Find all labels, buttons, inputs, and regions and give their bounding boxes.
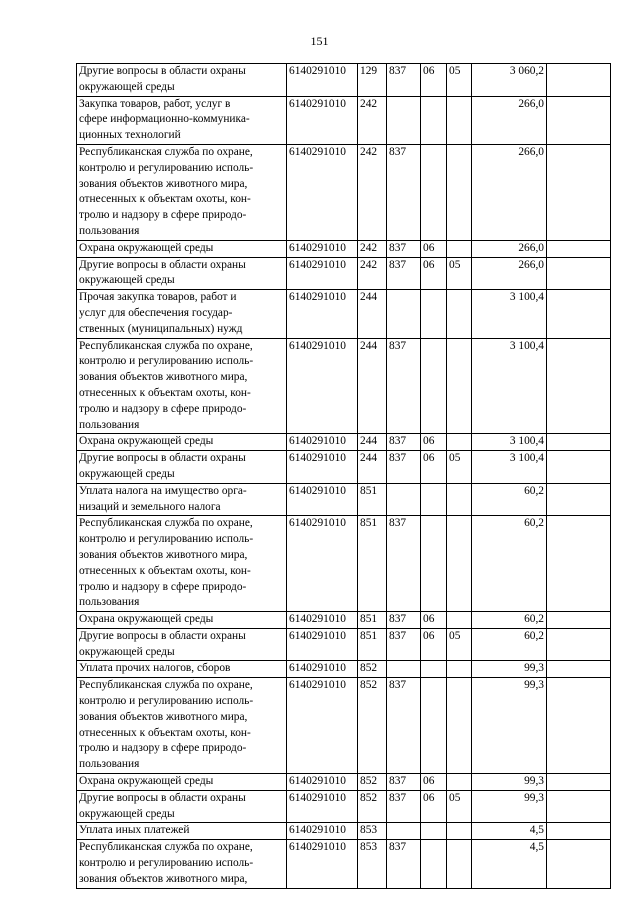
subsection-cell — [447, 144, 472, 240]
target-code-cell: 6140291010 — [287, 290, 358, 338]
empty-cell — [547, 338, 611, 434]
table-row — [77, 678, 611, 774]
item-name-line: Закупка товаров, работ, услуг в — [79, 97, 231, 110]
item-name-line: контролю и регулированию исполь- — [79, 355, 254, 368]
item-name-line: окружающей среды — [79, 274, 175, 287]
table-row — [77, 661, 611, 678]
budget-admin-cell: 837 — [387, 678, 421, 774]
expense-type-cell: 851 — [358, 628, 387, 661]
item-name-line: окружающей среды — [79, 80, 175, 93]
item-name-cell — [77, 628, 287, 661]
item-name-line: Другие вопросы в области охраны — [79, 452, 246, 465]
section-cell — [421, 840, 447, 888]
item-name-line: Республиканская служба по охране, — [79, 517, 253, 530]
section-cell: 06 — [421, 628, 447, 661]
table-row — [77, 240, 611, 257]
expense-type-cell: 853 — [358, 840, 387, 888]
empty-cell — [547, 144, 611, 240]
empty-cell — [547, 96, 611, 144]
section-cell — [421, 678, 447, 774]
target-code-cell: 6140291010 — [287, 64, 358, 97]
expense-type-cell: 242 — [358, 144, 387, 240]
item-name-line: окружающей среды — [79, 467, 175, 480]
section-cell: 06 — [421, 240, 447, 257]
budget-admin-cell — [387, 290, 421, 338]
budget-admin-cell: 837 — [387, 790, 421, 823]
item-name-line: отнесенных к объектам охоты, кон- — [79, 193, 251, 206]
subsection-cell — [447, 290, 472, 338]
amount-cell: 266,0 — [472, 240, 547, 257]
item-name-line: Республиканская служба по охране, — [79, 339, 253, 352]
table-row — [77, 612, 611, 629]
item-name-cell — [77, 661, 287, 678]
subsection-cell: 05 — [447, 628, 472, 661]
subsection-cell: 05 — [447, 451, 472, 484]
item-name-line: Охрана окружающей среды — [79, 775, 214, 788]
table-row — [77, 434, 611, 451]
target-code-cell: 6140291010 — [287, 790, 358, 823]
expense-type-cell: 244 — [358, 451, 387, 484]
item-name-line: Республиканская служба по охране, — [79, 679, 253, 692]
subsection-cell — [447, 338, 472, 434]
empty-cell — [547, 823, 611, 840]
budget-admin-cell — [387, 823, 421, 840]
subsection-cell — [447, 661, 472, 678]
budget-admin-cell — [387, 96, 421, 144]
empty-cell — [547, 774, 611, 791]
budget-admin-cell: 837 — [387, 257, 421, 290]
budget-admin-cell: 837 — [387, 451, 421, 484]
item-name-cell — [77, 434, 287, 451]
table-row — [77, 516, 611, 612]
item-name-line: тролю и надзору в сфере природо- — [79, 742, 247, 755]
target-code-cell: 6140291010 — [287, 257, 358, 290]
item-name-line: тролю и надзору в сфере природо- — [79, 209, 247, 222]
empty-cell — [547, 483, 611, 516]
target-code-cell: 6140291010 — [287, 144, 358, 240]
item-name-cell — [77, 257, 287, 290]
amount-cell: 266,0 — [472, 96, 547, 144]
budget-admin-cell — [387, 661, 421, 678]
item-name-line: Прочая закупка товаров, работ и — [79, 291, 237, 304]
target-code-cell: 6140291010 — [287, 516, 358, 612]
section-cell: 06 — [421, 790, 447, 823]
section-cell — [421, 144, 447, 240]
item-name-line: отнесенных к объектам охоты, кон- — [79, 564, 251, 577]
amount-cell: 4,5 — [472, 823, 547, 840]
target-code-cell: 6140291010 — [287, 240, 358, 257]
expense-type-cell: 851 — [358, 483, 387, 516]
target-code-cell: 6140291010 — [287, 338, 358, 434]
item-name-line: зования объектов животного мира, — [79, 548, 248, 561]
amount-cell: 60,2 — [472, 483, 547, 516]
budget-admin-cell: 837 — [387, 774, 421, 791]
item-name-line: зования объектов животного мира, — [79, 872, 248, 885]
item-name-cell — [77, 96, 287, 144]
expense-type-cell: 244 — [358, 290, 387, 338]
item-name-line: пользования — [79, 596, 140, 609]
expense-type-cell: 244 — [358, 338, 387, 434]
item-name-cell — [77, 612, 287, 629]
budget-admin-cell: 837 — [387, 434, 421, 451]
budget-table — [76, 63, 611, 889]
section-cell — [421, 338, 447, 434]
empty-cell — [547, 64, 611, 97]
item-name-line: ционных технологий — [79, 129, 181, 142]
item-name-line: услуг для обеспечения государ- — [79, 306, 233, 319]
item-name-cell — [77, 678, 287, 774]
amount-cell: 3 100,4 — [472, 434, 547, 451]
target-code-cell: 6140291010 — [287, 661, 358, 678]
amount-cell: 99,3 — [472, 774, 547, 791]
table-row — [77, 628, 611, 661]
amount-cell: 3 100,4 — [472, 451, 547, 484]
section-cell: 06 — [421, 612, 447, 629]
target-code-cell: 6140291010 — [287, 434, 358, 451]
amount-cell: 60,2 — [472, 612, 547, 629]
expense-type-cell: 852 — [358, 774, 387, 791]
section-cell: 06 — [421, 434, 447, 451]
expense-type-cell: 851 — [358, 612, 387, 629]
subsection-cell — [447, 240, 472, 257]
empty-cell — [547, 240, 611, 257]
subsection-cell — [447, 96, 472, 144]
item-name-line: тролю и надзору в сфере природо- — [79, 402, 247, 415]
amount-cell: 3 100,4 — [472, 338, 547, 434]
budget-admin-cell: 837 — [387, 64, 421, 97]
amount-cell: 3 060,2 — [472, 64, 547, 97]
item-name-cell — [77, 451, 287, 484]
empty-cell — [547, 451, 611, 484]
subsection-cell — [447, 840, 472, 888]
subsection-cell: 05 — [447, 64, 472, 97]
item-name-line: низаций и земельного налога — [79, 500, 221, 513]
item-name-line: Другие вопросы в области охраны — [79, 629, 246, 642]
target-code-cell: 6140291010 — [287, 451, 358, 484]
item-name-line: тролю и надзору в сфере природо- — [79, 580, 247, 593]
item-name-cell — [77, 144, 287, 240]
item-name-line: Уплата прочих налогов, сборов — [79, 662, 231, 675]
expense-type-cell: 852 — [358, 790, 387, 823]
target-code-cell: 6140291010 — [287, 840, 358, 888]
expense-type-cell: 242 — [358, 240, 387, 257]
subsection-cell — [447, 774, 472, 791]
item-name-cell — [77, 790, 287, 823]
item-name-line: пользования — [79, 224, 140, 237]
item-name-line: Охрана окружающей среды — [79, 435, 214, 448]
target-code-cell: 6140291010 — [287, 612, 358, 629]
table-row — [77, 840, 611, 888]
subsection-cell — [447, 516, 472, 612]
item-name-line: Республиканская служба по охране, — [79, 145, 253, 158]
page-number: 151 — [310, 34, 329, 48]
item-name-cell — [77, 840, 287, 888]
target-code-cell: 6140291010 — [287, 823, 358, 840]
item-name-line: ственных (муниципальных) нужд — [79, 322, 243, 335]
item-name-line: Охрана окружающей среды — [79, 613, 214, 626]
target-code-cell: 6140291010 — [287, 774, 358, 791]
expense-type-cell: 852 — [358, 678, 387, 774]
amount-cell: 60,2 — [472, 628, 547, 661]
item-name-cell — [77, 290, 287, 338]
table-row — [77, 790, 611, 823]
item-name-line: зования объектов животного мира, — [79, 177, 248, 190]
expense-type-cell: 853 — [358, 823, 387, 840]
budget-admin-cell: 837 — [387, 338, 421, 434]
item-name-line: зования объектов животного мира, — [79, 371, 248, 384]
amount-cell: 3 100,4 — [472, 290, 547, 338]
table-row — [77, 823, 611, 840]
item-name-line: Охрана окружающей среды — [79, 241, 214, 254]
expense-type-cell: 244 — [358, 434, 387, 451]
table-row — [77, 144, 611, 240]
empty-cell — [547, 290, 611, 338]
table-row — [77, 290, 611, 338]
section-cell: 06 — [421, 451, 447, 484]
subsection-cell: 05 — [447, 257, 472, 290]
item-name-cell — [77, 64, 287, 97]
item-name-line: контролю и регулированию исполь- — [79, 161, 254, 174]
expense-type-cell: 851 — [358, 516, 387, 612]
item-name-line: контролю и регулированию исполь- — [79, 533, 254, 546]
item-name-line: Другие вопросы в области охраны — [79, 258, 246, 271]
item-name-cell — [77, 774, 287, 791]
table-row — [77, 64, 611, 97]
subsection-cell — [447, 434, 472, 451]
item-name-line: контролю и регулированию исполь- — [79, 695, 254, 708]
amount-cell: 99,3 — [472, 678, 547, 774]
item-name-line: контролю и регулированию исполь- — [79, 857, 254, 870]
empty-cell — [547, 678, 611, 774]
item-name-line: Республиканская служба по охране, — [79, 841, 253, 854]
item-name-line: отнесенных к объектам охоты, кон- — [79, 726, 251, 739]
section-cell — [421, 96, 447, 144]
empty-cell — [547, 661, 611, 678]
amount-cell: 266,0 — [472, 257, 547, 290]
section-cell — [421, 823, 447, 840]
empty-cell — [547, 516, 611, 612]
table-row — [77, 96, 611, 144]
item-name-line: Уплата налога на имущество орга- — [79, 484, 247, 497]
subsection-cell — [447, 823, 472, 840]
table-row — [77, 451, 611, 484]
section-cell — [421, 661, 447, 678]
expense-type-cell: 129 — [358, 64, 387, 97]
table-body — [77, 64, 611, 889]
empty-cell — [547, 612, 611, 629]
item-name-line: Другие вопросы в области охраны — [79, 791, 246, 804]
item-name-cell — [77, 516, 287, 612]
budget-admin-cell: 837 — [387, 840, 421, 888]
section-cell — [421, 290, 447, 338]
budget-admin-cell: 837 — [387, 612, 421, 629]
budget-admin-cell: 837 — [387, 628, 421, 661]
item-name-line: сфере информационно-коммуника- — [79, 113, 250, 126]
amount-cell: 99,3 — [472, 661, 547, 678]
section-cell: 06 — [421, 774, 447, 791]
item-name-cell — [77, 483, 287, 516]
empty-cell — [547, 628, 611, 661]
subsection-cell — [447, 678, 472, 774]
table-row — [77, 774, 611, 791]
item-name-cell — [77, 240, 287, 257]
table-row — [77, 257, 611, 290]
budget-admin-cell — [387, 483, 421, 516]
table-row — [77, 338, 611, 434]
item-name-line: Уплата иных платежей — [79, 824, 190, 837]
section-cell — [421, 483, 447, 516]
expense-type-cell: 852 — [358, 661, 387, 678]
item-name-line: окружающей среды — [79, 645, 175, 658]
item-name-cell — [77, 338, 287, 434]
target-code-cell: 6140291010 — [287, 678, 358, 774]
budget-admin-cell: 837 — [387, 516, 421, 612]
empty-cell — [547, 434, 611, 451]
expense-type-cell: 242 — [358, 96, 387, 144]
amount-cell: 266,0 — [472, 144, 547, 240]
section-cell: 06 — [421, 257, 447, 290]
subsection-cell: 05 — [447, 790, 472, 823]
section-cell: 06 — [421, 64, 447, 97]
empty-cell — [547, 790, 611, 823]
target-code-cell: 6140291010 — [287, 96, 358, 144]
amount-cell: 4,5 — [472, 840, 547, 888]
item-name-line: зования объектов животного мира, — [79, 710, 248, 723]
item-name-line: пользования — [79, 418, 140, 431]
item-name-cell — [77, 823, 287, 840]
item-name-line: отнесенных к объектам охоты, кон- — [79, 386, 251, 399]
budget-admin-cell: 837 — [387, 240, 421, 257]
amount-cell: 99,3 — [472, 790, 547, 823]
target-code-cell: 6140291010 — [287, 483, 358, 516]
subsection-cell — [447, 612, 472, 629]
table-row — [77, 483, 611, 516]
expense-type-cell: 242 — [358, 257, 387, 290]
subsection-cell — [447, 483, 472, 516]
target-code-cell: 6140291010 — [287, 628, 358, 661]
amount-cell: 60,2 — [472, 516, 547, 612]
empty-cell — [547, 257, 611, 290]
budget-admin-cell: 837 — [387, 144, 421, 240]
item-name-line: пользования — [79, 758, 140, 771]
empty-cell — [547, 840, 611, 888]
item-name-line: Другие вопросы в области охраны — [79, 65, 246, 77]
section-cell — [421, 516, 447, 612]
item-name-line: окружающей среды — [79, 807, 175, 820]
